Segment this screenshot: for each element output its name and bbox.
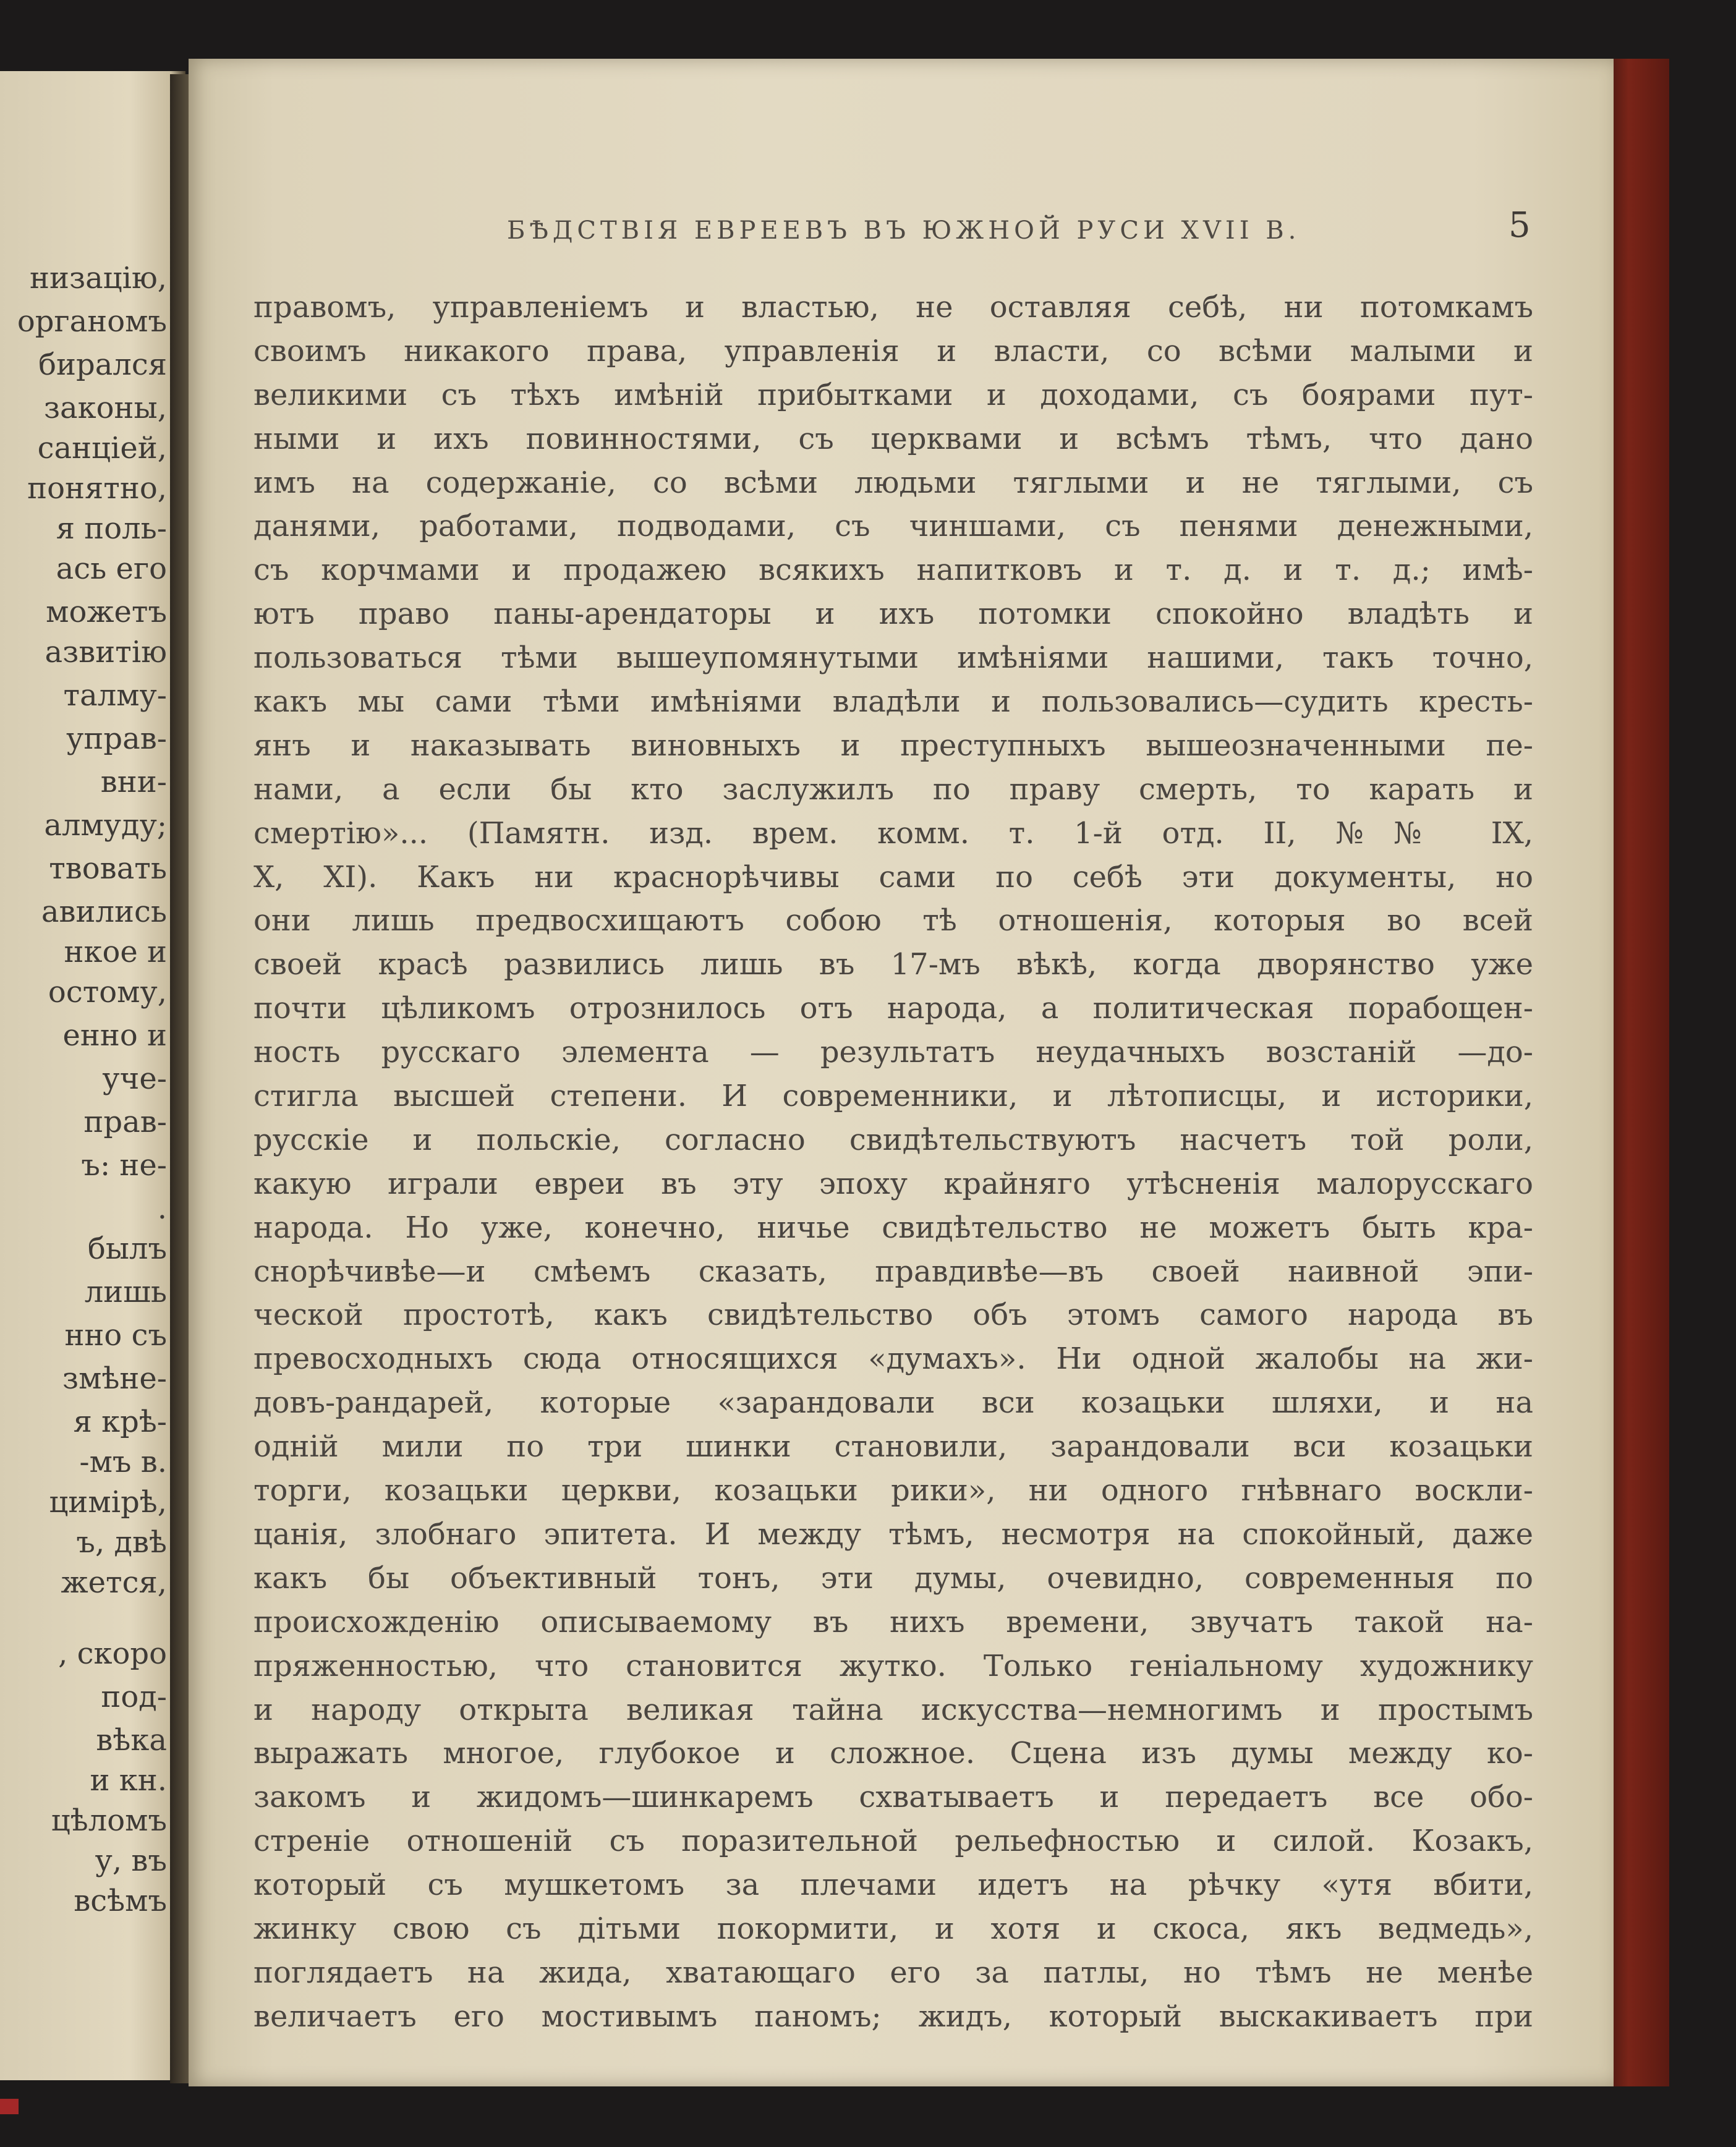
left-page-line: азвитію [45,635,167,670]
text-line: происхожденію описываемому въ нихъ времени, звучатъ такой на- [253,1604,1533,1639]
left-page-line: нно съ [64,1318,167,1353]
left-page-line: уче- [102,1061,167,1096]
text-line: торги, козацьки церкви, козацьки рики», ни одного гнѣвнаго воскли- [253,1473,1533,1508]
left-page-line: ъ, двѣ [76,1525,167,1560]
left-page-line: бирался [38,347,167,382]
text-line: ными и ихъ повинностями, съ церквами и всѣмъ тѣмъ, что дано [253,421,1533,456]
left-page-line: ась его [56,551,167,586]
left-page-line: понятно, [27,471,167,506]
text-line: цанія, злобнаго эпитета. И между тѣмъ, несмотря на спокойный, даже [253,1516,1533,1552]
left-page-line: былъ [87,1231,167,1266]
text-line: своей красѣ развились лишь въ 17-мъ вѣкѣ, когда дворянство уже [253,947,1533,982]
left-page-line: лишь [84,1275,167,1309]
page-number: 5 [1508,205,1531,245]
left-page-line: ъ: не- [81,1148,167,1183]
left-page-line: законы, [43,391,167,425]
text-line: который съ мушкетомъ за плечами идетъ на рѣчку «утя вбити, [253,1868,1533,1903]
text-line: X, XI). Какъ ни краснорѣчивы сами по себѣ эти документы, но [253,859,1533,895]
left-page-line: можетъ [46,595,167,629]
text-line: стреніе отношеній съ поразительной рельефностью и силой. Козакъ, [253,1824,1533,1859]
text-line: довъ-рандарей, которые «зарандовали вси козацьки шляхи, и на [253,1385,1533,1421]
text-line: русскіе и польскіе, согласно свидѣтельствуютъ насчетъ той роли, [253,1122,1533,1157]
running-title: БѢДСТВІЯ ЕВРЕЕВЪ ВЪ ЮЖНОЙ РУСИ XVII В. [507,216,1301,245]
left-page-line: вѣка [96,1723,167,1758]
text-line: данями, работами, подводами, съ чиншами, съ пенями денежными, [253,509,1533,544]
left-page-line: твовать [49,851,167,886]
text-line: однiй мили по три шинки становили, зарандовали вси козацьки [253,1429,1533,1465]
left-page-line: управ- [66,721,167,756]
left-page-line: всѣмъ [74,1884,167,1918]
text-line: почти цѣликомъ отрознилось отъ народа, а политическая порабощен- [253,991,1533,1026]
text-line: выражать многое, глубокое и сложное. Сцена изъ думы между ко- [253,1736,1533,1771]
left-page-line: , скоро [58,1636,167,1671]
page-body-text [253,286,1533,2039]
left-page-line: талму- [63,678,167,713]
left-page-line: змѣне- [62,1361,167,1396]
text-line: своимъ никакого права, управленія и власти, со всѣми малыми и [253,333,1533,368]
left-page-line: вни- [100,765,167,799]
left-page-line: я крѣ- [73,1405,167,1439]
text-line: съ корчмами и продажею всякихъ напитковъ и т. д. и т. д.; имѣ- [253,553,1533,588]
left-page-line: авились [41,895,167,929]
left-page-line: цимірѣ, [49,1485,167,1520]
left-page-line: я поль- [56,511,167,546]
text-line: смертію»... (Памятн. изд. врем. комм. т. 1-й отд. II, №№ IX, [253,815,1533,851]
text-line: превосходныхъ сюда относящихся «думахъ». Ни одной жалобы на жи- [253,1341,1533,1377]
left-page-line: санціей, [37,431,167,466]
text-line: пользоваться тѣми вышеупомянутыми имѣніями нашими, такъ точно, [253,640,1533,676]
left-page-line: прав- [83,1105,167,1139]
left-page-line: и кн. [90,1763,167,1798]
text-line: ютъ право паны-арендаторы и ихъ потомки спокойно владѣть и [253,597,1533,632]
text-line: они лишь предвосхищаютъ собою тѣ отношенія, которыя во всей [253,903,1533,938]
text-line: какъ бы объективный тонъ, эти думы, очевидно, современныя по [253,1560,1533,1596]
text-line: имъ на содержаніе, со всѣми людьми тяглыми и не тяглыми, съ [253,465,1533,500]
text-line: жинку свою съ дітьми покормити, и хотя и скоса, якъ ведмедь», [253,1911,1533,1946]
left-page-line: остому, [48,975,167,1010]
text-line: стигла высшей степени. И современники, и лѣтописцы, и историки, [253,1079,1533,1114]
text-line: нами, а если бы кто заслужилъ по праву смерть, то карать и [253,772,1533,807]
text-line: какъ мы сами тѣми имѣніями владѣли и пользовались—судить кресть- [253,684,1533,720]
text-line: закомъ и жидомъ—шинкаремъ схватываетъ и передаетъ все обо- [253,1780,1533,1815]
text-line: народа. Но уже, конечно, ничье свидѣтельство не можетъ быть кра- [253,1210,1533,1245]
left-page [0,71,185,2080]
left-page-line: енно и [62,1018,167,1053]
left-page-line: цѣломъ [51,1803,167,1838]
left-page-line: -мъ в. [79,1445,167,1479]
text-line: янъ и наказывать виновныхъ и преступныхъ вышеозначенными пе- [253,728,1533,763]
left-page-line: жется, [61,1565,167,1600]
text-line: ность русскаго элемента — результатъ неудачныхъ возстаній —до- [253,1035,1533,1070]
text-line: великими съ тѣхъ имѣній прибытками и доходами, съ боярами пут- [253,377,1533,412]
text-line: правомъ, управленіемъ и властью, не оставляя себѣ, ни потомкамъ [253,290,1533,325]
left-page-line: органомъ [17,304,167,339]
left-page-line: низацію, [29,261,167,295]
text-line: величаетъ его мостивымъ паномъ; жидъ, который выскакиваетъ при [253,1999,1533,2034]
left-page-line: алмуду; [44,808,167,843]
text-line: снорѣчивѣе—и смѣемъ сказать, правдивѣе—въ своей наивной эпи- [253,1254,1533,1289]
left-page-line: у, въ [95,1843,167,1878]
text-line: ческой простотѣ, какъ свидѣтельство объ этомъ самого народа въ [253,1298,1533,1333]
bookmark-ribbon [0,2099,19,2114]
text-line: пряженностью, что становится жутко. Только геніальному художнику [253,1648,1533,1683]
text-line: какую играли евреи въ эту эпоху крайняго утѣсненія малорусскаго [253,1166,1533,1201]
left-page-line: нкое и [64,935,167,969]
text-line: поглядаетъ на жида, хватающаго его за патлы, но тѣмъ не менѣе [253,1955,1533,1990]
text-line: и народу открыта великая тайна искусства—немногимъ и простымъ [253,1692,1533,1727]
left-page-line: . [157,1191,167,1226]
left-page-line: под- [101,1680,167,1714]
